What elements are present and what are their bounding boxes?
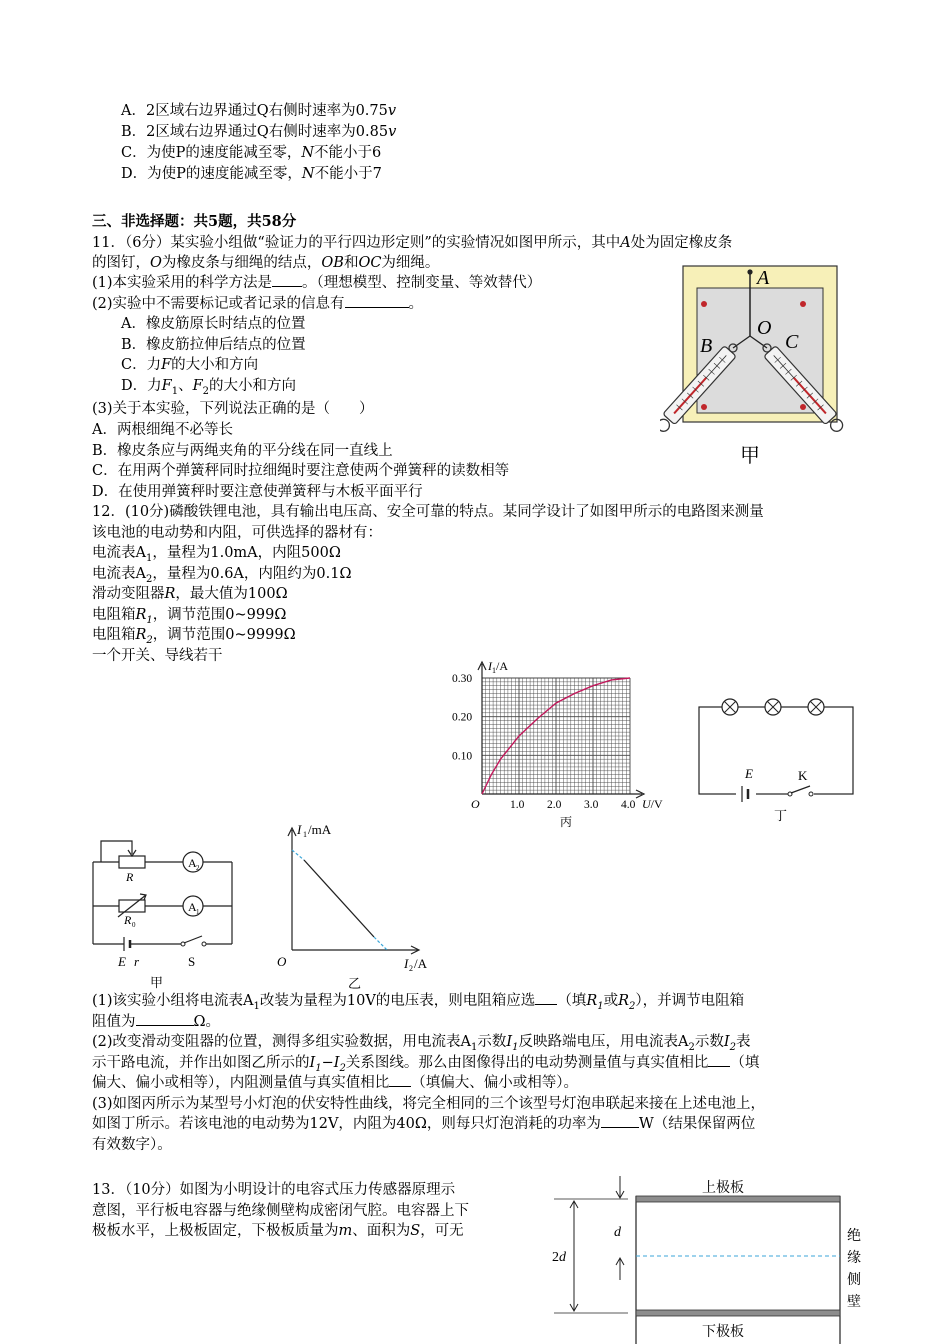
y-tick-label: 0.20: [452, 711, 473, 724]
q13-stem-line2: 意图，平行板电容器与绝缘侧壁构成密闭气腔。电容器上下: [92, 1203, 469, 1219]
graph-yi: [270, 818, 440, 996]
q12-stem-line2: 该电池的电动势和内阻，可供选择的器材有：: [92, 525, 382, 541]
q12-part2-line3: 偏大、偏小或相等），内阻测量值与真实值相比 （填偏大、偏小或相等）。: [92, 1075, 578, 1091]
q11-p2-option-b: B．橡皮筋拉伸后结点的位置: [121, 337, 306, 353]
svg-text:A: A: [188, 856, 197, 870]
q11-p3-option-b: B．橡皮条应与两绳夹角的平分线在同一直线上: [92, 443, 393, 459]
q11-p2-option-a: A．橡皮筋原长时结点的位置: [121, 316, 306, 332]
q11-part1: (1)本实验采用的科学方法是 。（理想模型、控制变量、等效替代）: [92, 275, 542, 291]
bottom-plate-label: 下极板: [702, 1325, 744, 1340]
label-s: S: [188, 954, 196, 969]
option-a: A．2区域右边界通过Q右侧时速率为0.75v: [121, 103, 397, 119]
figure-caption: 丁: [774, 808, 788, 823]
ammeter-a2-icon: [183, 852, 203, 872]
section-heading: 三、非选择题：共5题，共58分: [92, 213, 297, 230]
circuit-jia: [88, 832, 240, 990]
label-d: d: [614, 1225, 621, 1240]
label-o: O: [757, 317, 772, 339]
origin-label: O: [277, 954, 287, 969]
top-plate: [636, 1196, 840, 1202]
q12-part1-line2: 阻值为 Ω。: [92, 1014, 221, 1030]
label-r0: R: [124, 913, 132, 927]
svg-text:/A: /A: [414, 956, 427, 971]
bulb-icon: [722, 699, 738, 715]
y-tick-label: 0.30: [452, 673, 473, 685]
chart-bing: [440, 652, 680, 830]
equipment-2: 电流表$A_2$，量程为0.6A，内阻约为0.1Ω: [92, 566, 352, 585]
figure-caption: 乙: [348, 976, 362, 991]
svg-text:0: 0: [132, 921, 136, 929]
wall-label: 绝: [847, 1229, 861, 1244]
q11-part3: (3)关于本实验，下列说法正确的是（ ）: [92, 401, 374, 417]
bottom-plate: [636, 1310, 840, 1316]
pin-icon: [701, 404, 707, 410]
y-tick-label: 0.10: [452, 750, 473, 763]
q13-stem-line3: 极板水平，上极板固定，下极板质量为m、面积为S，可无: [92, 1223, 464, 1239]
option-b: B．2区域右边界通过Q右侧时速率为0.85v: [121, 124, 397, 140]
bulb-icon: [808, 699, 824, 715]
capacitor-figure: [540, 1170, 870, 1344]
q12-part3-line1: (3)如图丙所示为某型号小灯泡的伏安特性曲线，将完全相同的三个该型号灯泡串联起来接在上述电池上，: [92, 1096, 766, 1112]
svg-text:A: A: [188, 900, 197, 914]
option-d: D．为使P的速度能减至零，N不能小于7: [121, 166, 382, 182]
figure-caption: 甲: [740, 445, 760, 467]
y-axis-label: $I_1/A$: [488, 659, 508, 675]
data-line: [304, 860, 374, 937]
q12-part1-line1: (1)该实验小组将电流表$A_1$改装为量程为10V的电压表，则电阻箱应选 （填$R_1$或$R_2$），并调节电阻箱: [92, 993, 745, 1012]
svg-text:1: 1: [303, 830, 307, 839]
svg-text:2: 2: [196, 864, 200, 872]
label-e: E: [118, 954, 126, 969]
figure-caption: 甲: [150, 975, 164, 990]
equipment-6: 一个开关、导线若干: [92, 648, 223, 664]
ammeter-a1-icon: [183, 896, 203, 916]
chart-caption: 丙: [560, 815, 573, 829]
label-e: E: [745, 766, 753, 781]
q11-p3-option-d: D．在使用弹簧秤时要注意使弹簧秤与木板平面平行: [92, 484, 423, 500]
label-2d: 2d: [552, 1250, 566, 1265]
equipment-5: 电阻箱$R_2$，调节范围0~9999Ω: [92, 627, 296, 646]
q12-part3-line3: 有效数字）。: [92, 1137, 172, 1153]
pin-icon: [800, 301, 806, 307]
q11-stem-line1: 11．（6分）某实验小组做“验证力的平行四边形定则”的实验情况如图甲所示，其中A处为固定橡皮条: [92, 235, 733, 251]
x-tick-label: 2.0: [547, 799, 562, 811]
q12-stem-line1: 12．(10分)磷酸铁锂电池，具有输出电压高、安全可靠的特点。某同学设计了如图甲所示的电路图来测量: [92, 504, 764, 520]
svg-text:/mA: /mA: [308, 822, 332, 837]
q12-part3-line2: 如图丁所示。若该电池的电动势为12V，内阻为40Ω，则每只灯泡消耗的功率为 W（结果保留两位: [92, 1116, 756, 1132]
equipment-1: 电流表$A_1$，量程为1.0mA，内阻500Ω: [92, 545, 341, 564]
label-b: B: [700, 335, 713, 357]
x-tick-label: 1.0: [510, 799, 525, 811]
svg-text:壁: 壁: [847, 1295, 861, 1310]
svg-text:1: 1: [196, 908, 200, 916]
q11-p2-option-c: C．力F的大小和方向: [121, 357, 259, 373]
q11-stem-line2: 的图钉，O为橡皮条与细绳的结点，OB和OC为细绳。: [92, 255, 440, 271]
q12-part2-line1: (2)改变滑动变阻器的位置，测得多组实验数据，用电流表$A_1$示数$I_1$反映路端电压，用电流表$A_2$示数$I_2$表: [92, 1034, 751, 1053]
svg-text:2: 2: [409, 964, 413, 973]
q12-part2-line2: 示干路电流，并作出如图乙所示的$I_1-I_2$关系图线。那么由图像得出的电动势测量值与真实值相比 （填: [92, 1055, 760, 1074]
q11-figure-jia: [660, 262, 860, 472]
label-k: K: [798, 768, 808, 783]
x-axis-label: U/V: [642, 797, 663, 811]
pin-icon: [701, 301, 707, 307]
circuit-ding: [690, 690, 862, 825]
q11-p3-option-c: C．在用两个弹簧秤同时拉细绳时要注意使两个弹簧秤的读数相等: [92, 463, 510, 479]
x-tick-label: 4.0: [621, 799, 636, 811]
origin-label: O: [471, 797, 480, 811]
q13-stem-line1: 13．（10分）如图为小明设计的电容式压力传感器原理示: [92, 1182, 456, 1198]
label-r-internal: r: [134, 954, 140, 969]
label-c: C: [785, 331, 799, 353]
equipment-3: 滑动变阻器R，最大值为100Ω: [92, 586, 288, 602]
label-r: R: [126, 870, 134, 884]
svg-text:侧: 侧: [847, 1273, 861, 1288]
rheostat-icon: [119, 856, 145, 868]
equipment-4: 电阻箱$R_1$，调节范围0~999Ω: [92, 607, 287, 626]
top-plate-label: 上极板: [702, 1181, 744, 1196]
bulb-icon: [765, 699, 781, 715]
x-axis-label: I: [404, 956, 409, 971]
q11-p3-option-a: A．两根细绳不必等长: [92, 422, 233, 438]
svg-text:缘: 缘: [847, 1251, 861, 1266]
q11-part2: (2)实验中不需要标记或者记录的信息有 。: [92, 296, 424, 312]
pin-icon: [800, 404, 806, 410]
label-a: A: [757, 267, 770, 289]
q11-p2-option-d: D．力$F_1$、$F_2$的大小和方向: [121, 378, 297, 397]
option-c: C．为使P的速度能减至零，N不能小于6: [121, 145, 382, 161]
y-axis-label: I: [297, 822, 302, 837]
x-tick-label: 3.0: [584, 799, 599, 811]
